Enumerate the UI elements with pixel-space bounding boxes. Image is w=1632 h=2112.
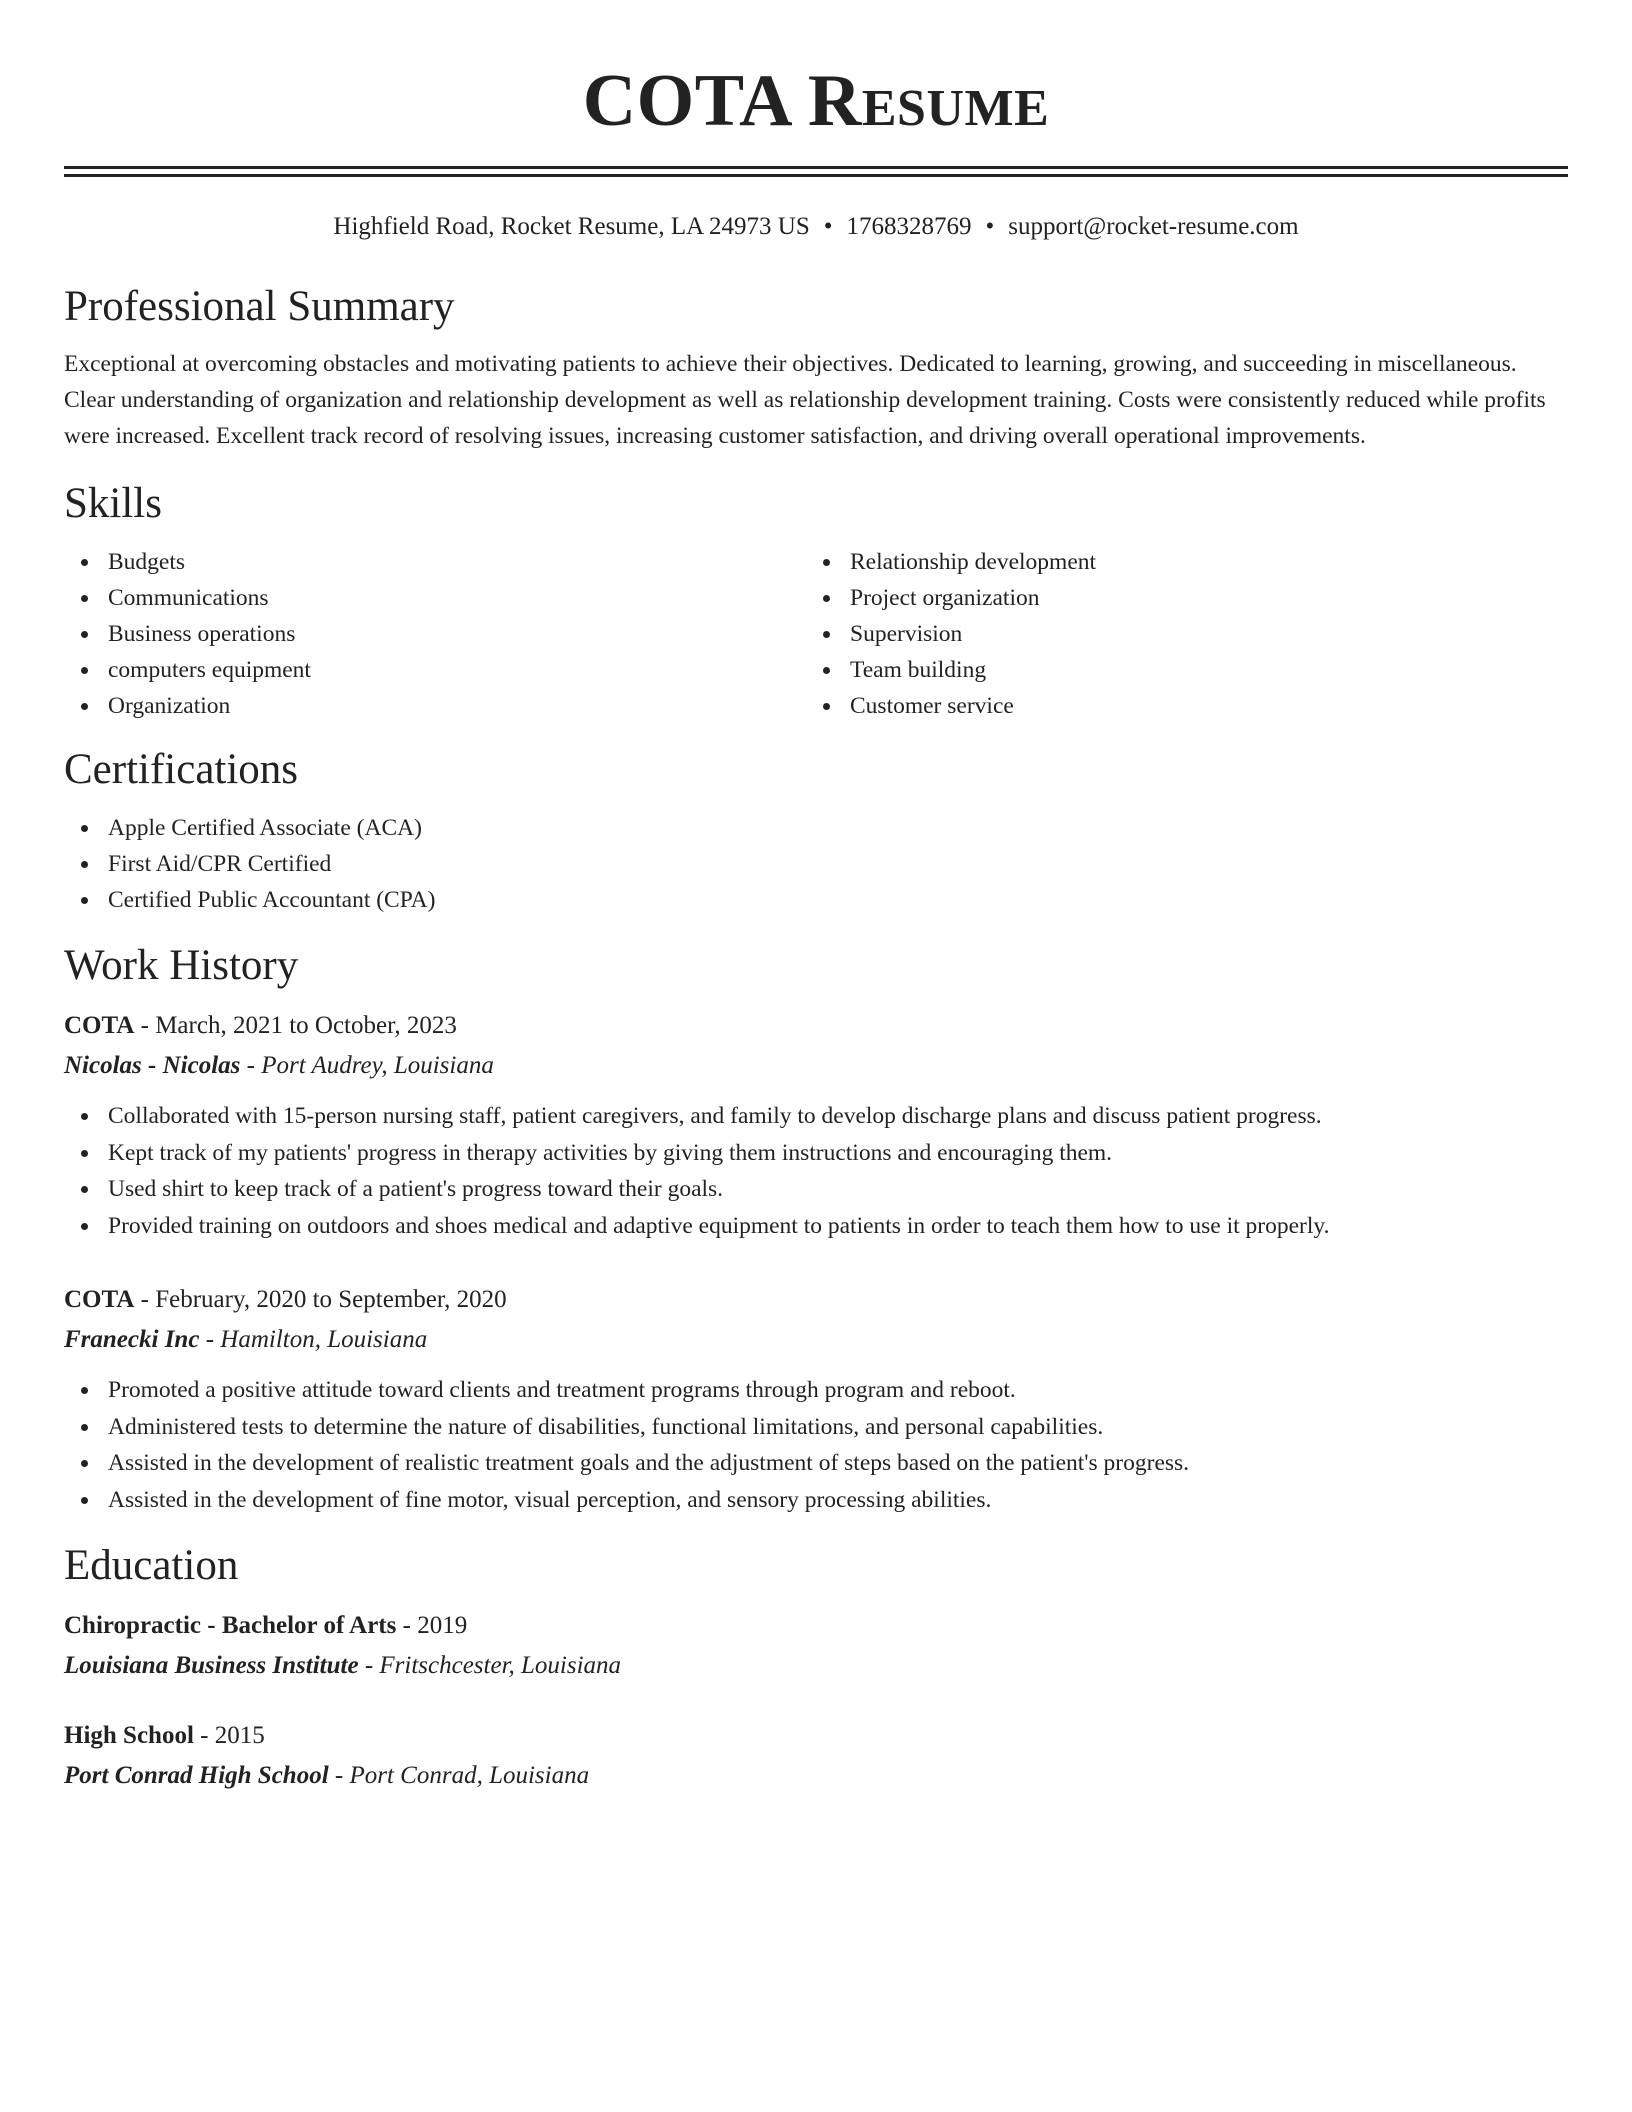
job-dates: March, 2021 to October, 2023 <box>155 1012 457 1039</box>
dash-separator: - <box>193 1722 215 1749</box>
certifications-section <box>64 744 1568 918</box>
education-year: 2015 <box>214 1722 265 1749</box>
contact-email: support@rocket-resume.com <box>1008 213 1299 240</box>
education-school: Louisiana Business Institute <box>64 1652 359 1679</box>
skill-item: Relationship development <box>806 544 1548 580</box>
title-rule-bottom <box>64 174 1568 177</box>
contact-separator: • <box>985 213 995 240</box>
education-location: Fritschcester, Louisiana <box>379 1652 622 1679</box>
contact-line <box>64 211 1568 243</box>
job-company: Nicolas - Nicolas <box>64 1052 241 1079</box>
dash-separator: - <box>328 1762 350 1789</box>
job-company-line <box>64 1320 1568 1360</box>
summary-heading: Professional Summary <box>64 283 455 330</box>
dash-separator: - <box>134 1012 156 1039</box>
skills-columns <box>64 544 1568 724</box>
contact-separator: • <box>823 213 833 240</box>
job-duties-list <box>64 1372 1568 1518</box>
education-degree: High School <box>64 1722 194 1749</box>
title-rule-top <box>64 166 1568 169</box>
skills-heading: Skills <box>64 480 162 527</box>
education-degree-line <box>64 1716 1568 1756</box>
skills-right-list <box>806 544 1548 724</box>
skill-item: Business operations <box>64 616 806 652</box>
job-location: Port Audrey, Louisiana <box>261 1052 494 1079</box>
dash-separator: - <box>134 1286 156 1313</box>
summary-section <box>64 281 1568 454</box>
job-duties-list <box>64 1098 1568 1244</box>
education-school-line <box>64 1756 1568 1796</box>
skill-item: Supervision <box>806 616 1548 652</box>
skills-section <box>64 478 1568 724</box>
certification-item: First Aid/CPR Certified <box>64 846 1568 882</box>
job-title: COTA <box>64 1286 135 1313</box>
job-duty: Assisted in the development of realistic treatment goals and the adjustment of steps based on the patient's progress. <box>64 1445 1568 1482</box>
resume-title: COTA Resume <box>582 60 1050 142</box>
certification-item: Apple Certified Associate (ACA) <box>64 810 1568 846</box>
job-title: COTA <box>64 1012 135 1039</box>
summary-text: Exceptional at overcoming obstacles and motivating patients to achieve their objectives. Dedicated to learning, growing, and succeeding in miscellaneous. Clear understanding of organization and relationship development as well as relationship development training. Costs were consistently reduced while profits were increased. Excellent track record of resolving issues, increasing customer satisfaction, and driving overall operational improvements. <box>64 351 1546 449</box>
job-duty: Collaborated with 15-person nursing staff, patient caregivers, and family to develop discharge plans and discuss patient progress. <box>64 1098 1568 1135</box>
education-degree: Chiropractic - Bachelor of Arts <box>64 1612 397 1639</box>
skill-item: Customer service <box>806 688 1548 724</box>
job-title-line <box>64 1006 1568 1046</box>
job-title-line <box>64 1280 1568 1320</box>
contact-address: Highfield Road, Rocket Resume, LA 24973 US <box>333 213 810 240</box>
job-dates: February, 2020 to September, 2020 <box>155 1286 507 1313</box>
job-duty: Used shirt to keep track of a patient's progress toward their goals. <box>64 1171 1568 1208</box>
skill-item: Budgets <box>64 544 806 580</box>
skill-item: computers equipment <box>64 652 806 688</box>
skill-item: Project organization <box>806 580 1548 616</box>
work-history-section <box>64 940 1568 1518</box>
skill-item: Organization <box>64 688 806 724</box>
education-entry <box>64 1716 1568 1796</box>
job-company: Franecki Inc <box>64 1326 200 1353</box>
work-history-heading: Work History <box>64 942 299 989</box>
job-duty: Kept track of my patients' progress in therapy activities by giving them instructions and encouraging them. <box>64 1135 1568 1172</box>
education-school: Port Conrad High School <box>64 1762 329 1789</box>
education-degree-line <box>64 1606 1568 1646</box>
dash-separator: - <box>199 1326 221 1353</box>
job-entry <box>64 1006 1568 1244</box>
skills-left-list <box>64 544 806 724</box>
job-duty: Provided training on outdoors and shoes medical and adaptive equipment to patients in order to teach them how to use it properly. <box>64 1208 1568 1245</box>
job-duty: Promoted a positive attitude toward clients and treatment programs through program and reboot. <box>64 1372 1568 1409</box>
certifications-heading: Certifications <box>64 746 299 793</box>
dash-separator: - <box>358 1652 380 1679</box>
resume-page <box>64 0 1568 1796</box>
job-company-line <box>64 1046 1568 1086</box>
education-section <box>64 1540 1568 1796</box>
education-school-line <box>64 1646 1568 1686</box>
skill-item: Team building <box>806 652 1548 688</box>
job-duty: Administered tests to determine the nature of disabilities, functional limitations, and personal capabilities. <box>64 1409 1568 1446</box>
job-entry <box>64 1280 1568 1518</box>
contact-phone: 1768328769 <box>846 213 972 240</box>
certification-item: Certified Public Accountant (CPA) <box>64 882 1568 918</box>
certifications-list <box>64 810 1568 918</box>
dash-separator: - <box>240 1052 262 1079</box>
job-location: Hamilton, Louisiana <box>220 1326 428 1353</box>
education-entry <box>64 1606 1568 1686</box>
education-year: 2019 <box>417 1612 468 1639</box>
job-duty: Assisted in the development of fine motor, visual perception, and sensory processing abilities. <box>64 1482 1568 1519</box>
dash-separator: - <box>396 1612 418 1639</box>
education-location: Port Conrad, Louisiana <box>349 1762 590 1789</box>
skill-item: Communications <box>64 580 806 616</box>
education-heading: Education <box>64 1542 239 1589</box>
